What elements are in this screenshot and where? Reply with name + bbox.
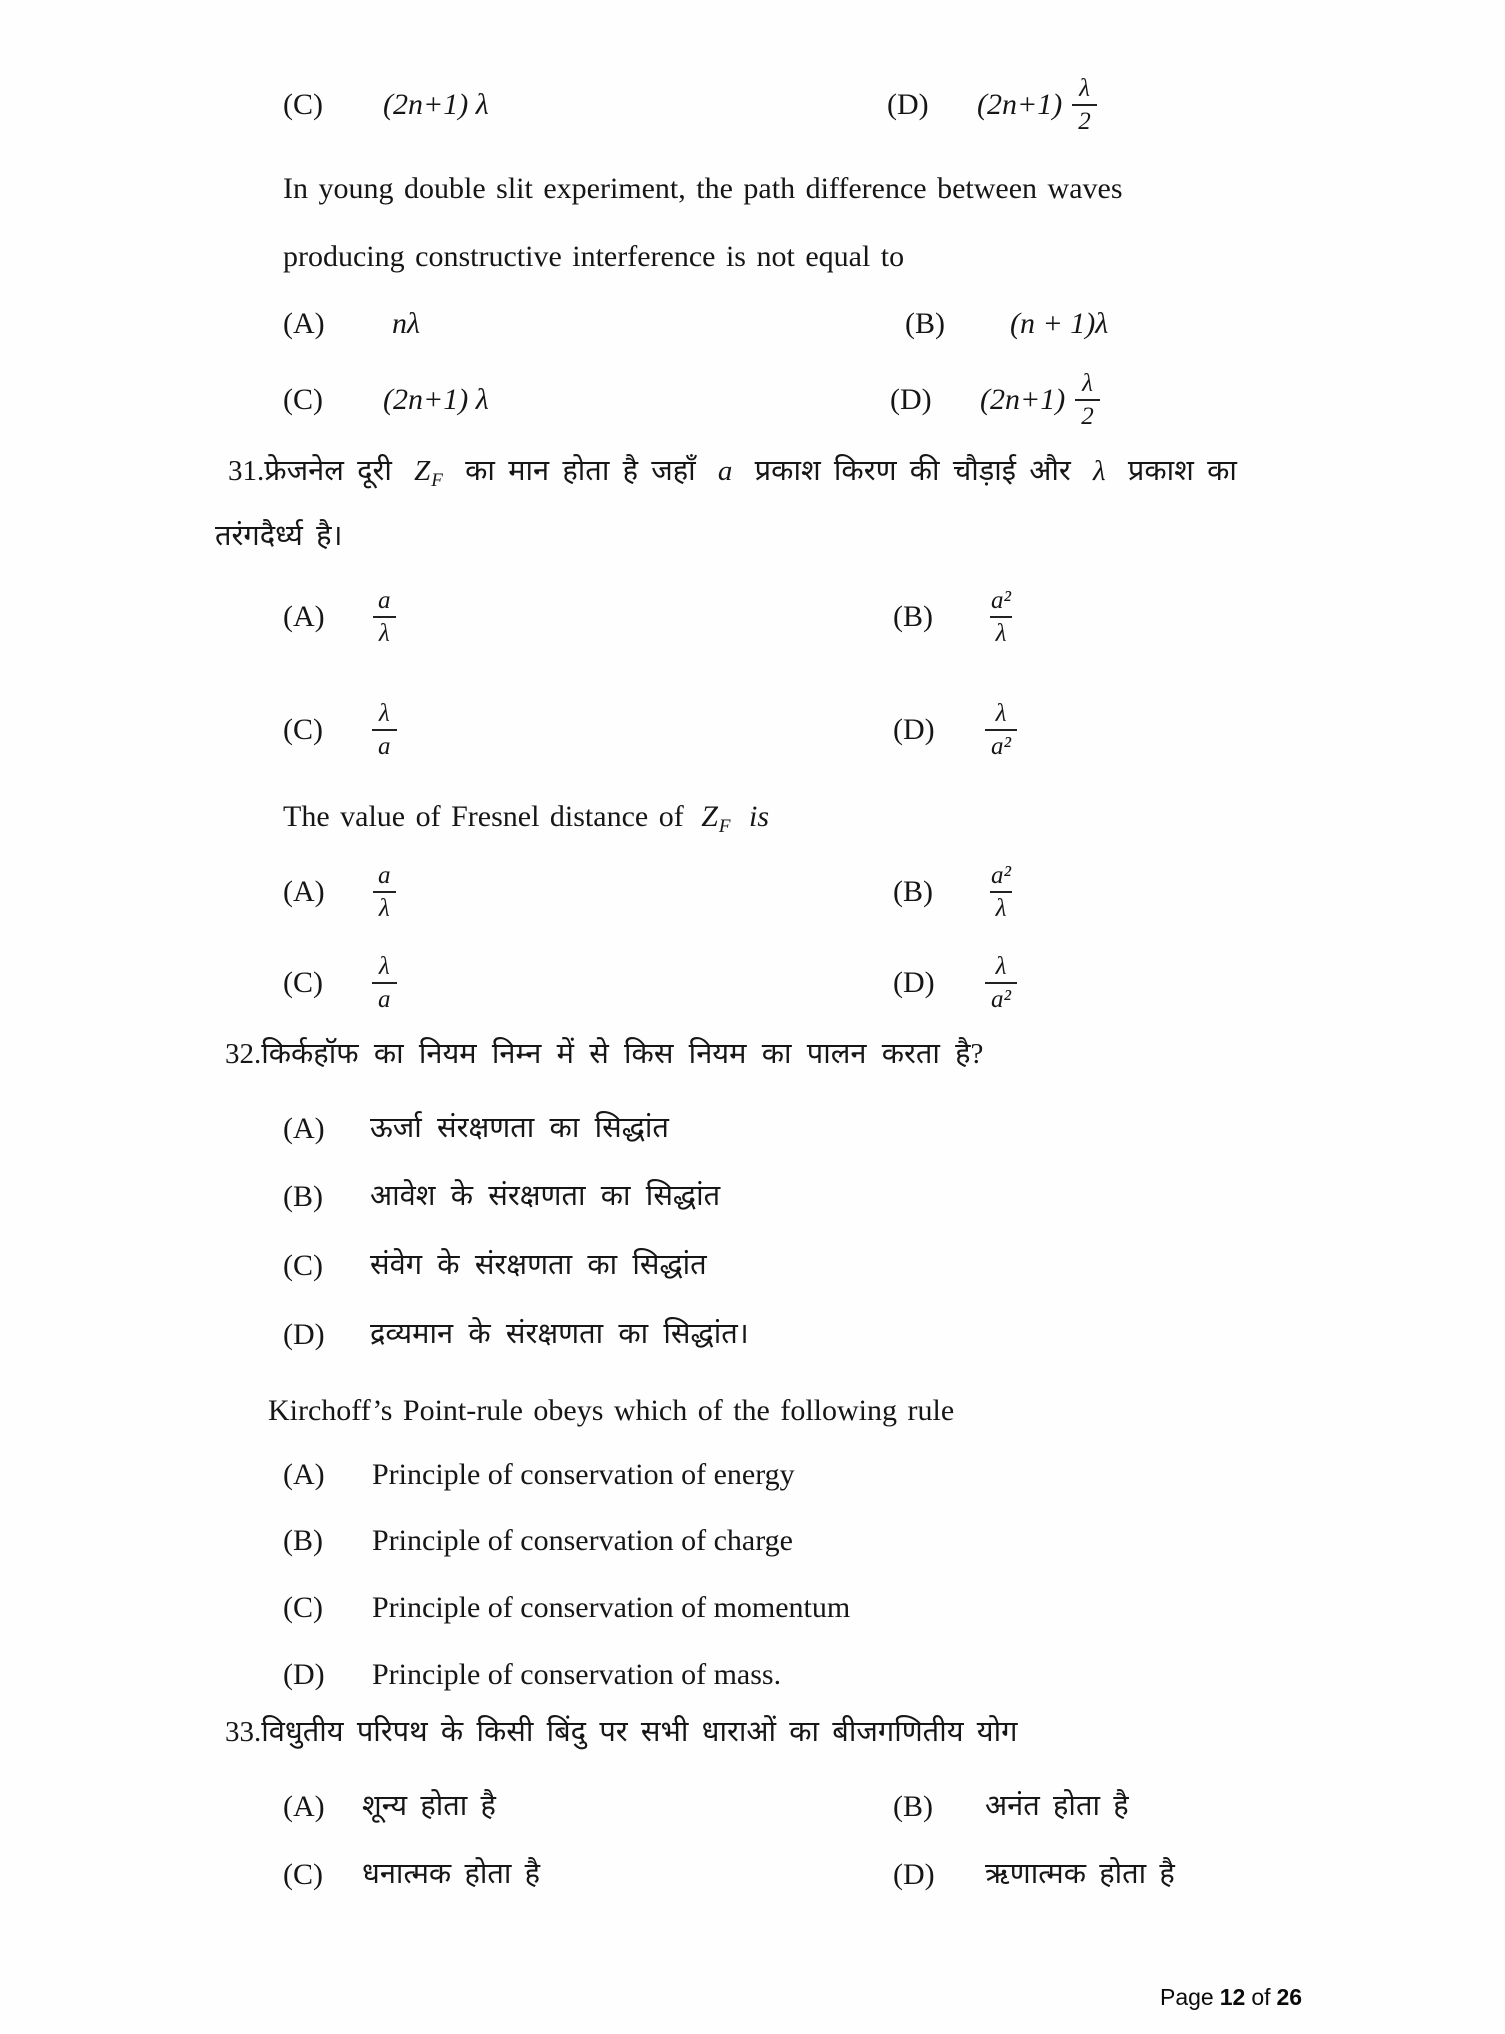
prev-question-option-c-value: (2n+1) λ: [383, 87, 489, 121]
question-33-text: विधुतीय परिपथ के किसी बिंदु पर सभी धाराओं का बीजगणितीय योग: [261, 1716, 1018, 1748]
fraction-numerator: λ: [995, 952, 1007, 980]
option-c-label: (C): [283, 1249, 323, 1282]
option-a-label: (A): [283, 307, 325, 340]
question-31-english-stem: [283, 800, 769, 835]
option-c-label: (C): [283, 1591, 323, 1624]
fraction-denominator: 2: [1075, 399, 1100, 431]
prev-question-option-d-label: (D): [887, 88, 929, 121]
question-32-text: किर्कहॉफ का नियम निम्न में से किस नियम का पालन करता है?: [261, 1038, 984, 1070]
option-a-label: (A): [283, 875, 325, 908]
fraction-numerator: a²: [991, 586, 1011, 614]
option-d-value: [985, 695, 1017, 765]
option-b-label: (B): [905, 307, 945, 340]
a-squared-over-lambda-fraction: [985, 587, 1017, 648]
lambda-over-a-squared-fraction: [985, 700, 1017, 761]
question-32-number: 32.: [225, 1038, 262, 1070]
option-c-value: [372, 948, 397, 1018]
option-d-label: (D): [893, 713, 935, 746]
option-b-value: [985, 857, 1017, 927]
option-c-value: (2n+1) λ: [383, 382, 489, 416]
option-d-text: ऋणात्मक होता है: [985, 1858, 1175, 1890]
lambda-over-a-fraction: [372, 700, 397, 761]
footer-page-word: Page: [1160, 1984, 1214, 2010]
option-c-value: [372, 695, 397, 765]
english-stem-post: is: [749, 800, 770, 833]
fraction-denominator: λ: [373, 616, 396, 648]
fraction-denominator: a²: [985, 729, 1017, 761]
option-b-text: आवेश के संरक्षणता का सिद्धांत: [370, 1180, 721, 1212]
option-b-value: [985, 582, 1017, 652]
fraction-numerator: λ: [378, 699, 390, 727]
fraction-numerator: λ: [378, 952, 390, 980]
option-b-label: (B): [893, 1790, 933, 1823]
option-d-label: (D): [283, 1658, 325, 1691]
option-a-text: Principle of conservation of energy: [372, 1458, 795, 1491]
fraction-numerator: λ: [1082, 369, 1093, 397]
option-c-label: (C): [283, 713, 323, 746]
fraction-denominator: 2: [1072, 104, 1097, 136]
question-31-text-seg4: प्रकाश का: [1127, 455, 1237, 487]
option-c-label: (C): [283, 966, 323, 999]
option-a-value: [372, 582, 397, 652]
fraction-numerator: λ: [995, 699, 1007, 727]
fraction-denominator: λ: [990, 616, 1013, 648]
option-b-text: Principle of conservation of charge: [372, 1524, 793, 1557]
option-d-label: (D): [283, 1318, 325, 1351]
option-b-label: (B): [893, 875, 933, 908]
question-32-english-stem: Kirchoff’s Point-rule obeys which of the following rule: [268, 1394, 955, 1427]
option-d-label: (D): [893, 1858, 935, 1891]
prev-question-option-d-value: [977, 65, 1097, 145]
question-33-stem: [225, 1716, 1017, 1749]
option-c-text: संवेग के संरक्षणता का सिद्धांत: [370, 1249, 707, 1281]
option-b-text: अनंत होता है: [985, 1790, 1129, 1822]
option-d-text: द्रव्यमान के संरक्षणता का सिद्धांत।: [370, 1318, 749, 1350]
variable-a: a: [717, 455, 733, 487]
question-stem-line1: In young double slit experiment, the path difference between waves: [283, 172, 1123, 205]
zf-symbol: Z: [701, 800, 718, 833]
zf-symbol: Z: [414, 455, 431, 487]
option-d-label: (D): [893, 966, 935, 999]
fraction-denominator: λ: [373, 891, 396, 923]
question-31-stem-line1: [228, 455, 1237, 491]
fraction-denominator: a: [372, 982, 397, 1014]
footer-page-number: 12: [1219, 1984, 1246, 2010]
a-over-lambda-fraction: [372, 587, 397, 648]
option-b-value: (n + 1)λ: [1010, 307, 1109, 340]
prev-question-option-c-label: (C): [283, 88, 323, 121]
option-d-value: [985, 948, 1017, 1018]
fraction-numerator: λ: [1079, 74, 1090, 102]
option-c-text: Principle of conservation of momentum: [372, 1591, 851, 1624]
option-a-text: शून्य होता है: [362, 1790, 496, 1822]
page-footer: [1160, 1984, 1302, 2011]
option-a-label: (A): [283, 1112, 325, 1145]
lambda-over-a-fraction: [372, 953, 397, 1014]
option-a-value: [372, 857, 397, 927]
option-d-text: Principle of conservation of mass.: [372, 1658, 782, 1691]
lambda-over-2-fraction: [1075, 370, 1100, 431]
variable-lambda: λ: [1093, 455, 1106, 487]
question-31-text-seg1: फ्रेजनेल दूरी: [264, 455, 392, 487]
zf-subscript: F: [431, 470, 443, 491]
question-stem-line2: producing constructive interference is not equal to: [283, 240, 905, 273]
option-b-label: (B): [893, 600, 933, 633]
fraction-numerator: a: [378, 861, 391, 889]
a-over-lambda-fraction: [372, 862, 397, 923]
lambda-over-2-fraction: [1072, 75, 1097, 136]
question-33-number: 33.: [225, 1716, 262, 1748]
fraction-numerator: a: [378, 586, 391, 614]
fraction-denominator: λ: [990, 891, 1013, 923]
option-a-label: (A): [283, 600, 325, 633]
option-a-text: ऊर्जा संरक्षणता का सिद्धांत: [370, 1112, 669, 1144]
zf-subscript: F: [718, 816, 731, 837]
question-31-number: 31.: [228, 455, 265, 487]
a-squared-over-lambda-fraction: [985, 862, 1017, 923]
option-b-label: (B): [283, 1524, 323, 1557]
option-c-text: धनात्मक होता है: [362, 1858, 541, 1890]
option-d-label: (D): [890, 383, 932, 416]
question-32-stem: [225, 1038, 983, 1071]
fraction-numerator: a²: [991, 861, 1011, 889]
footer-total-pages: 26: [1276, 1984, 1303, 2010]
option-d-prefix: (2n+1): [977, 87, 1063, 121]
fraction-denominator: a²: [985, 982, 1017, 1014]
question-31-text-seg3: प्रकाश किरण की चौड़ाई और: [754, 455, 1071, 487]
fraction-denominator: a: [372, 729, 397, 761]
question-31-text-seg2: का मान होता है जहाँ: [465, 455, 696, 487]
question-31-stem-line2: तरंगदैर्ध्य है।: [215, 520, 343, 552]
lambda-over-a-squared-fraction: [985, 953, 1017, 1014]
footer-of-word: of: [1251, 1984, 1271, 2010]
english-stem-pre: The value of Fresnel distance of: [283, 800, 684, 833]
option-d-value: [980, 360, 1100, 440]
option-c-label: (C): [283, 1858, 323, 1891]
option-c-label: (C): [283, 383, 323, 416]
option-d-prefix: (2n+1): [980, 382, 1066, 416]
option-a-label: (A): [283, 1458, 325, 1491]
option-b-label: (B): [283, 1180, 323, 1213]
option-a-value: nλ: [392, 307, 420, 340]
option-a-label: (A): [283, 1790, 325, 1823]
